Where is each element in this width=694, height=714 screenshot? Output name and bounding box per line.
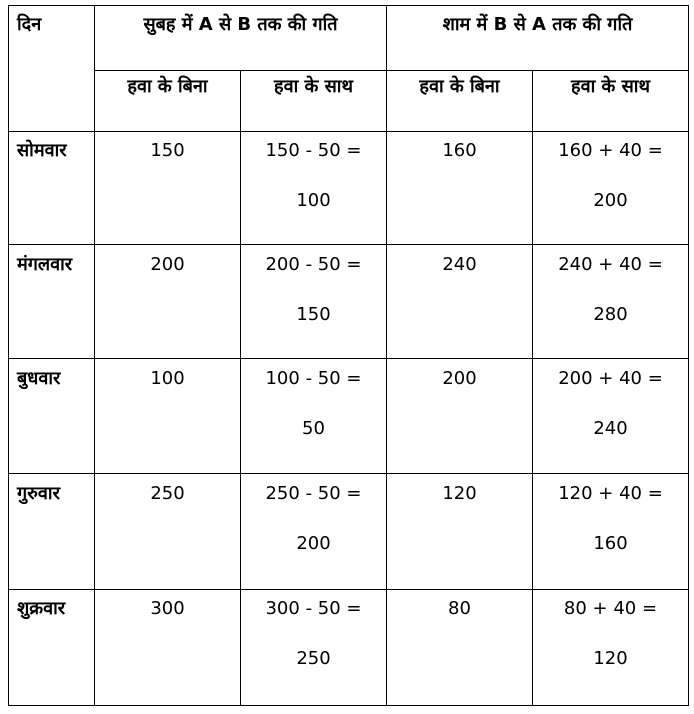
- row-1-morning-with-wind-expression: 150 - 50 =: [265, 140, 362, 161]
- row-2-morning-with-wind-result: 150: [296, 304, 331, 325]
- row-4-morning-with-wind-expression: 250 - 50 =: [265, 483, 362, 504]
- grid-line-header-bottom: [8, 131, 689, 132]
- grid-line-row-1: [8, 244, 689, 245]
- row-3-morning-with-wind-result: 50: [302, 418, 325, 439]
- row-1-morning-without-wind: 150: [150, 140, 185, 161]
- row-5-day: शुक्रवार: [17, 598, 66, 619]
- grid-line-row-2: [8, 358, 689, 359]
- grid-line-bottom: [8, 705, 689, 706]
- header-morning-without-wind: हवा के बिना: [127, 76, 208, 97]
- row-2-day: मंगलवार: [17, 254, 73, 275]
- row-5-morning-with-wind-result: 250: [296, 648, 331, 669]
- row-3-evening-with-wind-result: 240: [593, 418, 628, 439]
- row-2-evening-with-wind-expression: 240 + 40 =: [558, 254, 663, 275]
- header-evening: शाम में B से A तक की गति: [442, 14, 633, 35]
- row-5-evening-with-wind-expression: 80 + 40 =: [563, 598, 658, 619]
- header-morning-with-wind: हवा के साथ: [274, 76, 353, 97]
- grid-line-top: [8, 5, 689, 6]
- row-1-evening-with-wind-result: 200: [593, 190, 628, 211]
- row-2-morning-without-wind: 200: [150, 254, 185, 275]
- row-1-evening-without-wind: 160: [442, 140, 477, 161]
- grid-line-subheader: [94, 70, 689, 71]
- grid-line-row-4: [8, 589, 689, 590]
- row-4-morning-with-wind-result: 200: [296, 533, 331, 554]
- row-2-evening-without-wind: 240: [442, 254, 477, 275]
- row-3-evening-with-wind-expression: 200 + 40 =: [558, 368, 663, 389]
- row-4-evening-without-wind: 120: [442, 483, 477, 504]
- row-5-evening-without-wind: 80: [448, 598, 471, 619]
- row-1-day: सोमवार: [17, 140, 67, 161]
- header-evening-without-wind: हवा के बिना: [419, 76, 500, 97]
- row-2-morning-with-wind-expression: 200 - 50 =: [265, 254, 362, 275]
- row-2-evening-with-wind-result: 280: [593, 304, 628, 325]
- row-4-day: गुरुवार: [17, 483, 60, 504]
- header-evening-with-wind: हवा के साथ: [571, 76, 650, 97]
- row-3-day: बुधवार: [17, 368, 61, 389]
- grid-line-right: [688, 5, 689, 706]
- row-4-evening-with-wind-result: 160: [593, 533, 628, 554]
- row-4-morning-without-wind: 250: [150, 483, 185, 504]
- row-5-morning-with-wind-expression: 300 - 50 =: [265, 598, 362, 619]
- row-3-morning-without-wind: 100: [150, 368, 185, 389]
- grid-line-row-3: [8, 473, 689, 474]
- row-5-evening-with-wind-result: 120: [593, 648, 628, 669]
- row-1-evening-with-wind-expression: 160 + 40 =: [558, 140, 663, 161]
- row-1-morning-with-wind-result: 100: [296, 190, 331, 211]
- header-day: दिन: [17, 14, 42, 35]
- header-morning: सुबह में A से B तक की गति: [143, 14, 338, 35]
- row-5-morning-without-wind: 300: [150, 598, 185, 619]
- row-3-morning-with-wind-expression: 100 - 50 =: [265, 368, 362, 389]
- row-4-evening-with-wind-expression: 120 + 40 =: [558, 483, 663, 504]
- row-3-evening-without-wind: 200: [442, 368, 477, 389]
